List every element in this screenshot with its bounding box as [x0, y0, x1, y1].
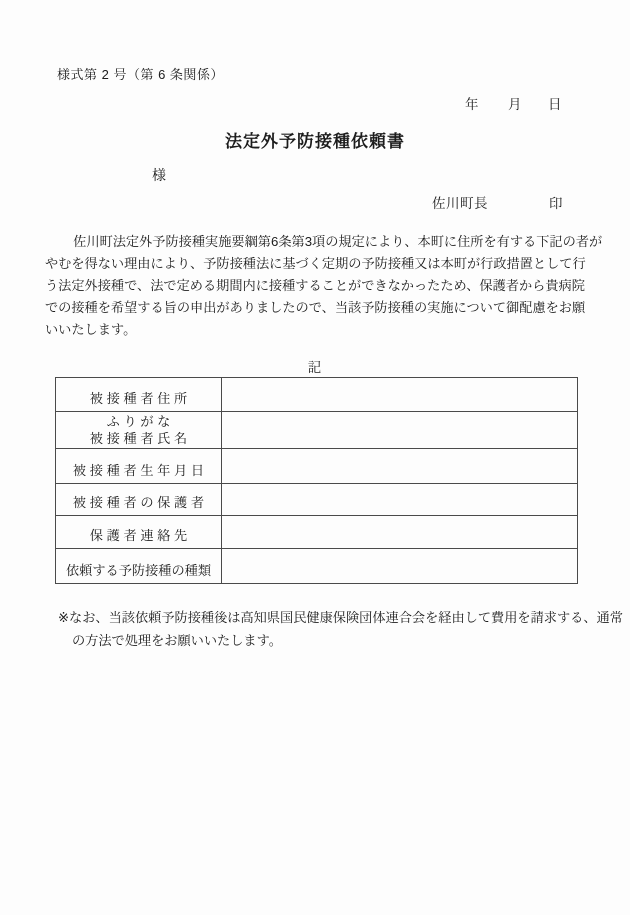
- row-label-address: 被 接 種 者 住 所: [56, 378, 222, 411]
- table-row-name: [56, 412, 577, 449]
- row-value-guardian-contact-blank: [222, 516, 577, 548]
- record-marker: 記: [307, 360, 323, 375]
- row-label-name: [56, 412, 222, 448]
- row-label-full-name: 被 接 種 者 氏 名: [89, 431, 188, 446]
- row-value-name-blank: [222, 412, 577, 448]
- row-label-birthdate: 被 接 種 者 生 年 月 日: [56, 449, 222, 483]
- row-label-guardian-contact: 保 護 者 連 絡 先: [56, 516, 222, 548]
- table-row-guardian: [56, 484, 577, 516]
- seal-mark: 印: [549, 196, 563, 211]
- table-row-birthdate: [56, 449, 577, 484]
- body-line: いいたします。: [45, 322, 137, 337]
- date-line: [0, 93, 630, 111]
- row-value-guardian-blank: [222, 484, 577, 515]
- body-line: 佐川町法定外予防接種実施要綱第6条第3項の規定により、本町に住所を有する下記の者が: [60, 234, 603, 249]
- request-details-table: [55, 377, 578, 584]
- footnote-line: ※なお、当該依頼予防接種後は高知県国民健康保険団体連合会を経由して費用を請求する、通常: [58, 610, 623, 625]
- sender-title: 佐川町長: [432, 196, 488, 211]
- form-number: 様式第 2 号（第 6 条関係）: [57, 67, 224, 82]
- body-line: での接種を希望する旨の申出がありましたので、当該予防接種の実施について御配慮をお願: [45, 300, 586, 315]
- table-row-address: [56, 378, 577, 412]
- date-year-label: 年: [465, 97, 479, 112]
- date-day-label: 日: [548, 97, 562, 112]
- row-label-guardian: 被 接 種 者 の 保 護 者: [56, 484, 222, 515]
- row-value-address-blank: [222, 378, 577, 411]
- body-paragraph: [45, 231, 603, 341]
- footnote: [58, 606, 623, 652]
- table-row-vaccination-type: [56, 549, 577, 583]
- addressee-suffix: 様: [152, 167, 166, 183]
- sender-line: [0, 192, 630, 210]
- document-title: 法定外予防接種依頼書: [225, 132, 405, 151]
- body-line: やむを得ない理由により、予防接種法に基づく定期の予防接種又は本町が行政措置として行: [45, 256, 586, 271]
- footnote-line: の方法で処理をお願いいたします。: [72, 633, 282, 648]
- table-row-guardian-contact: [56, 516, 577, 549]
- body-line: う法定外接種で、法で定める期間内に接種することができなかったため、保護者から貴病院: [45, 278, 585, 293]
- row-value-vaccination-type-blank: [222, 549, 577, 583]
- row-value-birthdate-blank: [222, 449, 577, 483]
- row-label-vaccination-type: 依頼する予防接種の種類: [56, 549, 222, 583]
- row-label-furigana: ふ り が な: [106, 414, 171, 429]
- date-month-label: 月: [508, 97, 522, 112]
